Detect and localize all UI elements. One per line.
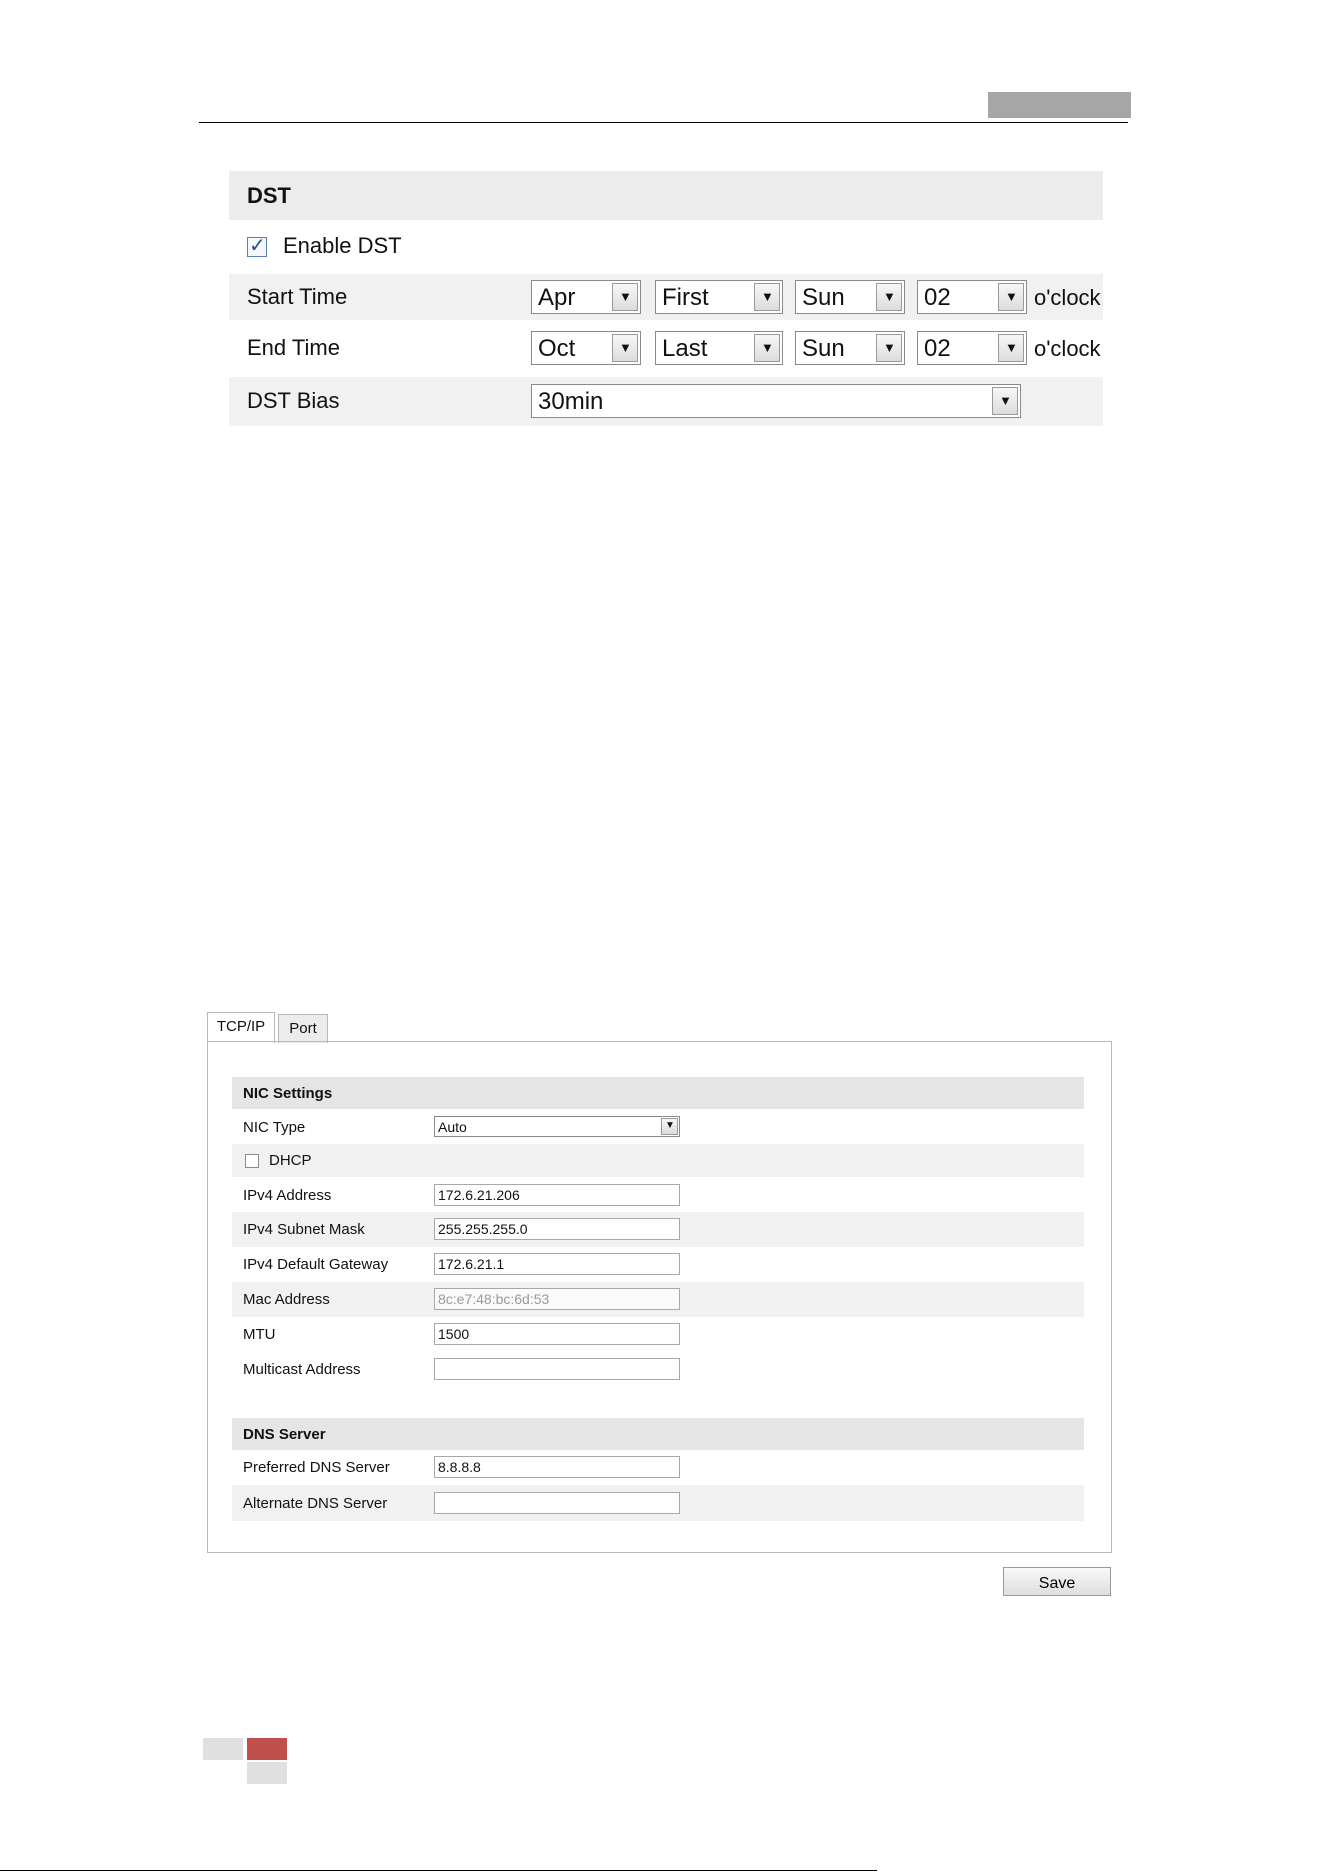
start-day-value: Sun (802, 284, 845, 311)
multicast-input[interactable] (434, 1358, 680, 1380)
dropdown-arrow-icon[interactable]: ▼ (754, 334, 780, 362)
footer-block-gray-lower (247, 1762, 287, 1784)
alternate-dns-row (232, 1485, 1084, 1521)
start-time-row (229, 274, 1103, 320)
nic-settings-title: NIC Settings (243, 1085, 333, 1102)
footer-block-gray (203, 1738, 243, 1760)
dst-bias-select[interactable] (531, 384, 1021, 418)
alternate-dns-input[interactable] (434, 1492, 680, 1514)
start-month-value: Apr (538, 284, 576, 311)
end-day-select[interactable] (795, 331, 905, 365)
dst-bias-value: 30min (538, 388, 604, 415)
nic-type-value: Auto (438, 1119, 467, 1135)
alternate-dns-label: Alternate DNS Server (243, 1495, 388, 1512)
checkmark-icon: ✓ (249, 235, 266, 257)
dropdown-arrow-icon[interactable]: ▼ (998, 334, 1024, 362)
mac-address-label: Mac Address (243, 1291, 330, 1308)
tab-port[interactable]: Port (278, 1014, 328, 1043)
multicast-row (232, 1352, 1084, 1387)
enable-dst-checkbox[interactable] (247, 237, 267, 257)
start-hour-value: 02 (924, 284, 951, 311)
dns-server-title: DNS Server (243, 1426, 326, 1443)
start-hour-select[interactable] (917, 280, 1027, 314)
footer-rule (0, 1870, 877, 1871)
dropdown-arrow-icon[interactable]: ▼ (998, 283, 1024, 311)
dhcp-checkbox[interactable] (245, 1154, 259, 1168)
mtu-input[interactable]: 1500 (434, 1323, 680, 1345)
preferred-dns-label: Preferred DNS Server (243, 1459, 390, 1476)
dropdown-arrow-icon[interactable]: ▼ (612, 334, 638, 362)
dhcp-row (232, 1144, 1084, 1177)
dst-bias-row (229, 377, 1103, 426)
dst-panel (229, 171, 1103, 427)
footer-block-red (247, 1738, 287, 1760)
ipv4-gateway-row (232, 1247, 1084, 1282)
mtu-row (232, 1317, 1084, 1352)
nic-settings-header (232, 1077, 1084, 1109)
enable-dst-label: Enable DST (283, 233, 402, 258)
end-hour-value: 02 (924, 335, 951, 362)
start-oclock-label: o'clock (1034, 285, 1101, 310)
preferred-dns-row (232, 1450, 1084, 1485)
end-day-value: Sun (802, 335, 845, 362)
dns-server-header (232, 1418, 1084, 1450)
end-hour-select[interactable] (917, 331, 1027, 365)
dst-title-bar (229, 171, 1103, 220)
end-time-row (229, 325, 1103, 371)
ipv4-address-input[interactable]: 172.6.21.206 (434, 1184, 680, 1206)
nic-type-label: NIC Type (243, 1119, 306, 1136)
dropdown-arrow-icon[interactable]: ▼ (612, 283, 638, 311)
ipv4-address-row (232, 1177, 1084, 1212)
nic-type-row (232, 1109, 1084, 1144)
ipv4-subnet-row (232, 1212, 1084, 1247)
nic-type-select[interactable] (434, 1116, 680, 1137)
ipv4-address-label: IPv4 Address (243, 1187, 332, 1204)
end-time-label: End Time (247, 335, 340, 360)
multicast-label: Multicast Address (243, 1361, 361, 1378)
dst-bias-label: DST Bias (247, 388, 340, 413)
mac-address-input: 8c:e7:48:bc:6d:53 (434, 1288, 680, 1310)
dhcp-label: DHCP (269, 1152, 312, 1169)
page-header-tab (988, 92, 1131, 118)
end-month-select[interactable] (531, 331, 641, 365)
dropdown-arrow-icon[interactable]: ▼ (876, 334, 902, 362)
end-week-select[interactable] (655, 331, 783, 365)
dst-title: DST (247, 183, 291, 208)
tcp-ip-panel (207, 1041, 1112, 1553)
ipv4-gateway-input[interactable]: 172.6.21.1 (434, 1253, 680, 1275)
start-week-select[interactable] (655, 280, 783, 314)
dropdown-arrow-icon[interactable]: ▼ (661, 1118, 678, 1135)
tab-tcp-ip[interactable]: TCP/IP (207, 1012, 275, 1043)
save-button[interactable]: Save (1003, 1567, 1111, 1596)
mtu-label: MTU (243, 1326, 276, 1343)
ipv4-gateway-label: IPv4 Default Gateway (243, 1256, 389, 1273)
end-month-value: Oct (538, 335, 576, 362)
mac-address-row (232, 1282, 1084, 1317)
start-week-value: First (662, 284, 709, 311)
dropdown-arrow-icon[interactable]: ▼ (754, 283, 780, 311)
preferred-dns-input[interactable]: 8.8.8.8 (434, 1456, 680, 1478)
start-day-select[interactable] (795, 280, 905, 314)
end-week-value: Last (662, 335, 708, 362)
dropdown-arrow-icon[interactable]: ▼ (876, 283, 902, 311)
page-header-rule (199, 122, 1128, 123)
ipv4-subnet-input[interactable]: 255.255.255.0 (434, 1218, 680, 1240)
end-oclock-label: o'clock (1034, 336, 1101, 361)
ipv4-subnet-label: IPv4 Subnet Mask (243, 1221, 365, 1238)
dropdown-arrow-icon[interactable]: ▼ (992, 387, 1018, 415)
start-month-select[interactable] (531, 280, 641, 314)
start-time-label: Start Time (247, 284, 348, 309)
